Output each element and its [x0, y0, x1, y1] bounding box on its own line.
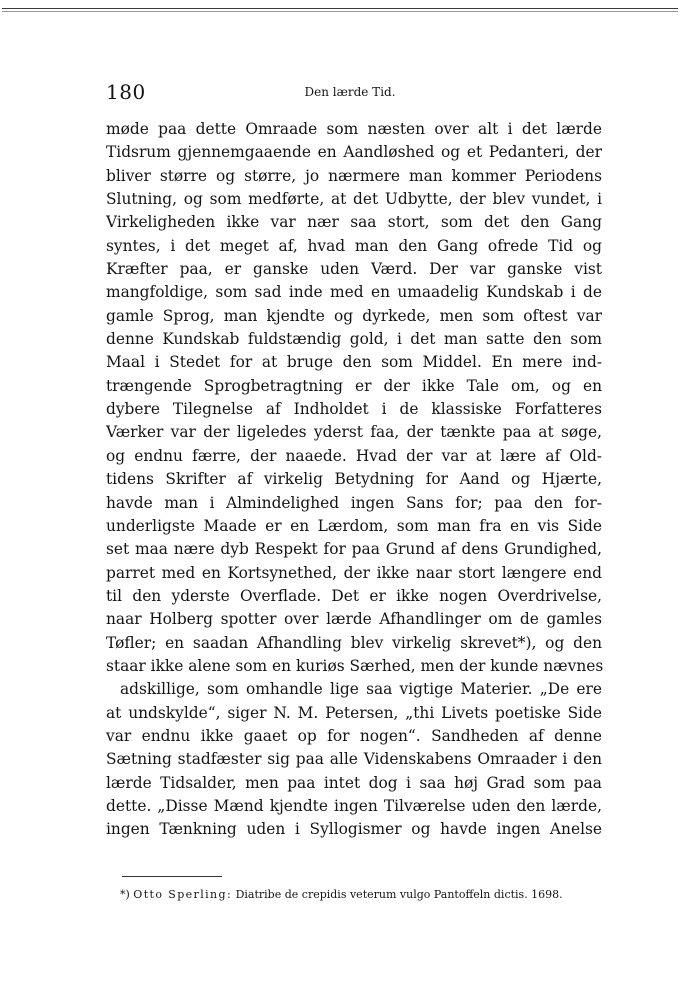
text-line: denne Kundskab fuldstændig gold, i det man satte den som — [106, 330, 602, 349]
text-line: Virkeligheden ikke var nær saa stort, som det den Gang — [106, 213, 602, 232]
page-number: 180 — [106, 80, 146, 104]
body-text — [106, 118, 602, 842]
text-line: set maa nære dyb Respekt for paa Grund af dens Grundighed, — [106, 540, 602, 559]
text-line: Slutning, og som medførte, at det Udbytte, der blev vundet, i — [106, 190, 602, 209]
text-line: Sætning stadfæster sig paa alle Videnskabens Omraader i den — [106, 750, 602, 769]
text-line: Maal i Stedet for at bruge den som Middel. En mere ind- — [106, 353, 602, 372]
text-line: dybere Tilegnelse af Indholdet i de klassiske Forfatteres — [106, 400, 602, 419]
text-line: underligste Maade er en Lærdom, som man fra en vis Side — [106, 516, 602, 535]
text-line: parret med en Kortsynethed, der ikke naar stort længere end — [106, 563, 602, 582]
text-line: adskillige, som omhandle lige saa vigtige Materier. „De ere — [120, 680, 602, 699]
text-line: havde man i Almindelighed ingen Sans for; paa den for- — [106, 493, 602, 512]
text-line: naar Holberg spotter over lærde Afhandlinger om de gamles — [106, 610, 602, 629]
text-line: møde paa dette Omraade som næsten over alt i det lærde — [106, 120, 602, 138]
footnote-text: Diatribe de crepidis veterum vulgo Pantoffeln dictis. 1698. — [235, 888, 563, 901]
footnote-divider — [122, 876, 222, 877]
text-line: tidens Skrifter af virkelig Betydning for Aand og Hjærte, — [106, 470, 602, 489]
text-line: ingen Tænkning uden i Syllogismer og havde ingen Anelse — [106, 820, 602, 839]
footnote — [120, 887, 606, 903]
top-border-rule-secondary — [2, 11, 678, 12]
text-line: Kræfter paa, er ganske uden Værd. Der var ganske vist — [106, 260, 602, 279]
text-line: og endnu færre, der naaede. Hvad der var at lære af Old- — [106, 446, 602, 465]
text-line: syntes, i det meget af, hvad man den Gang ofrede Tid og — [106, 236, 602, 255]
text-line: Tøfler; en saadan Afhandling blev virkelig skrevet*), og den — [106, 633, 602, 652]
text-line: gamle Sprog, man kjendte og dyrkede, men som oftest var — [106, 306, 602, 325]
footnote-marker: *) — [120, 888, 130, 901]
text-line: dette. „Disse Mænd kjendte ingen Tilværelse uden den lærde, — [106, 796, 602, 815]
text-line: lærde Tidsalder, men paa intet dog i saa høj Grad som paa — [106, 773, 602, 792]
text-line: mangfoldige, som sad inde med en umaadelig Kundskab i de — [106, 283, 602, 302]
text-line: til den yderste Overflade. Det er ikke nogen Overdrivelse, — [106, 586, 602, 605]
top-border-rule — [2, 8, 678, 9]
text-line: at undskylde“, siger N. M. Petersen, „thi Livets poetiske Side — [106, 703, 602, 722]
footnote-author: Otto Sperling: — [133, 888, 233, 901]
text-line: var endnu ikke gaaet op for nogen“. Sandheden af denne — [106, 726, 602, 745]
text-line: Tidsrum gjennemgaaende en Aandløshed og et Pedanteri, der — [106, 143, 602, 162]
text-line: trængende Sprogbetragtning er der ikke Tale om, og en — [106, 376, 602, 395]
text-line: staar ikke alene som en kuriøs Særhed, men der kunde nævnes — [106, 656, 604, 675]
text-line: bliver større og større, jo nærmere man kommer Periodens — [106, 166, 602, 185]
running-head: Den lærde Tid. — [304, 85, 396, 99]
text-line: Værker var der ligeledes yderst faa, der tænkte paa at søge, — [106, 423, 602, 442]
